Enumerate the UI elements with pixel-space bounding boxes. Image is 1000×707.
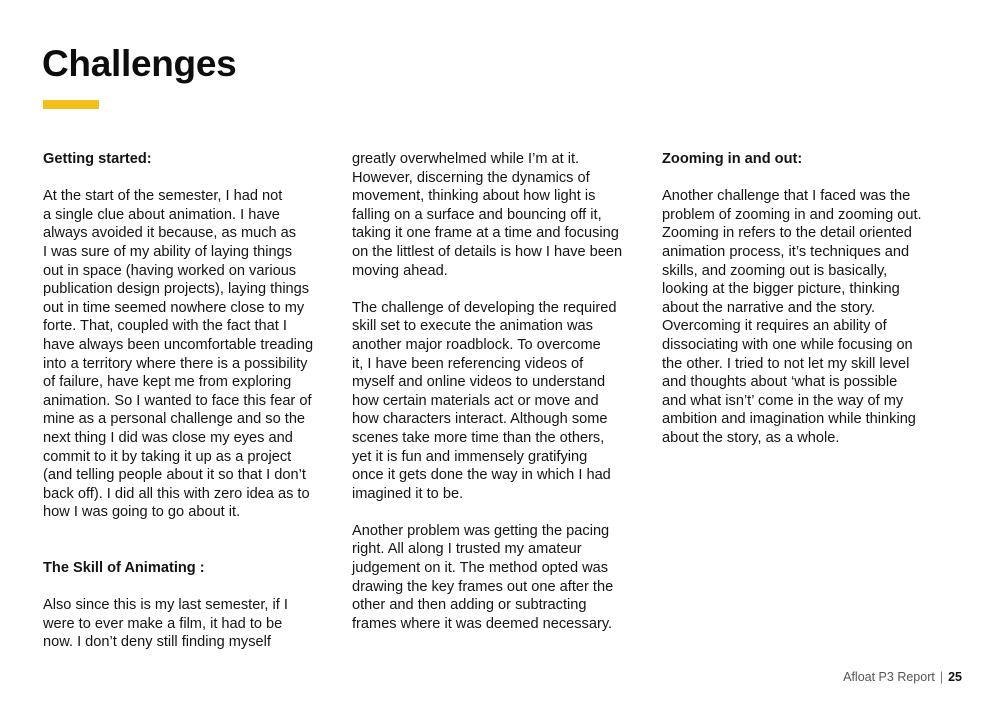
text-column-1 bbox=[43, 150, 343, 670]
page-title: Challenges bbox=[42, 43, 237, 84]
report-name: Afloat P3 Report bbox=[843, 670, 935, 684]
section-heading-zooming: Zooming in and out: bbox=[662, 151, 803, 167]
title-accent-bar bbox=[43, 100, 99, 109]
paragraph-skill-of-animating: Also since this is my last semester, if I were to ever make a film, it had to be now. I don’t deny still finding myself bbox=[43, 597, 288, 651]
paragraph-skill-set: The challenge of developing the required skill set to execute the animation was another major roadblock. To overcome it, I have been referencing videos of myself and online videos to understand how certain materials act or move and how characters interact. Although some scenes take more time than the others, yet it is fun and immensely gratifying once it gets done the way in which I had imagined it to be. bbox=[352, 299, 617, 502]
page-number: 25 bbox=[948, 670, 962, 684]
paragraph-zooming: Another challenge that I faced was the problem of zooming in and zooming out. Zooming in refers to the detail oriented animation process, it’s techniques and skills, and zooming out is basically, looking at the bigger picture, thinking about the narrative and the story. Overcoming it requires an ability of dissociating with one while focusing on the other. I tried to not let my skill level and thoughts about ‘what is possible and what isn’t’ come in the way of my ambition and imagination while thinking about the story, as a whole. bbox=[662, 188, 922, 446]
paragraph-pacing: Another problem was getting the pacing right. All along I trusted my amateur judgement on it. The method opted was drawing the key frames out one after the other and then adding or subtracting frames where it was deemed necessary. bbox=[352, 522, 614, 632]
section-heading-getting-started: Getting started: bbox=[43, 151, 152, 167]
page-footer bbox=[843, 668, 962, 686]
paragraph-continued: greatly overwhelmed while I’m at it. However, discerning the dynamics of movement, thinking about how light is falling on a surface and bouncing off it, taking it one frame at a time and focusing on the littlest of details is how I have been moving ahead. bbox=[352, 151, 623, 279]
text-column-3 bbox=[662, 150, 960, 466]
footer-separator: | bbox=[939, 670, 944, 684]
text-column-2 bbox=[352, 150, 650, 652]
paragraph-getting-started: At the start of the semester, I had not a single clue about animation. I have always avoided it because, as much as I was sure of my ability of laying things out in space (having worked on various publication design projects), laying things out in time seemed nowhere close to my forte. That, coupled with the fact that I have always been uncomfortable treading into a territory where there is a possibility of failure, have kept me from exploring animation. So I wanted to face this fear of mine as a personal challenge and so the next thing I did was close my eyes and commit to it by taking it up as a project (and telling people about it so that I don’t back off). I did all this with zero idea as to how I was going to go about it. bbox=[43, 188, 314, 521]
section-heading-skill-of-animating: The Skill of Animating : bbox=[43, 559, 205, 576]
